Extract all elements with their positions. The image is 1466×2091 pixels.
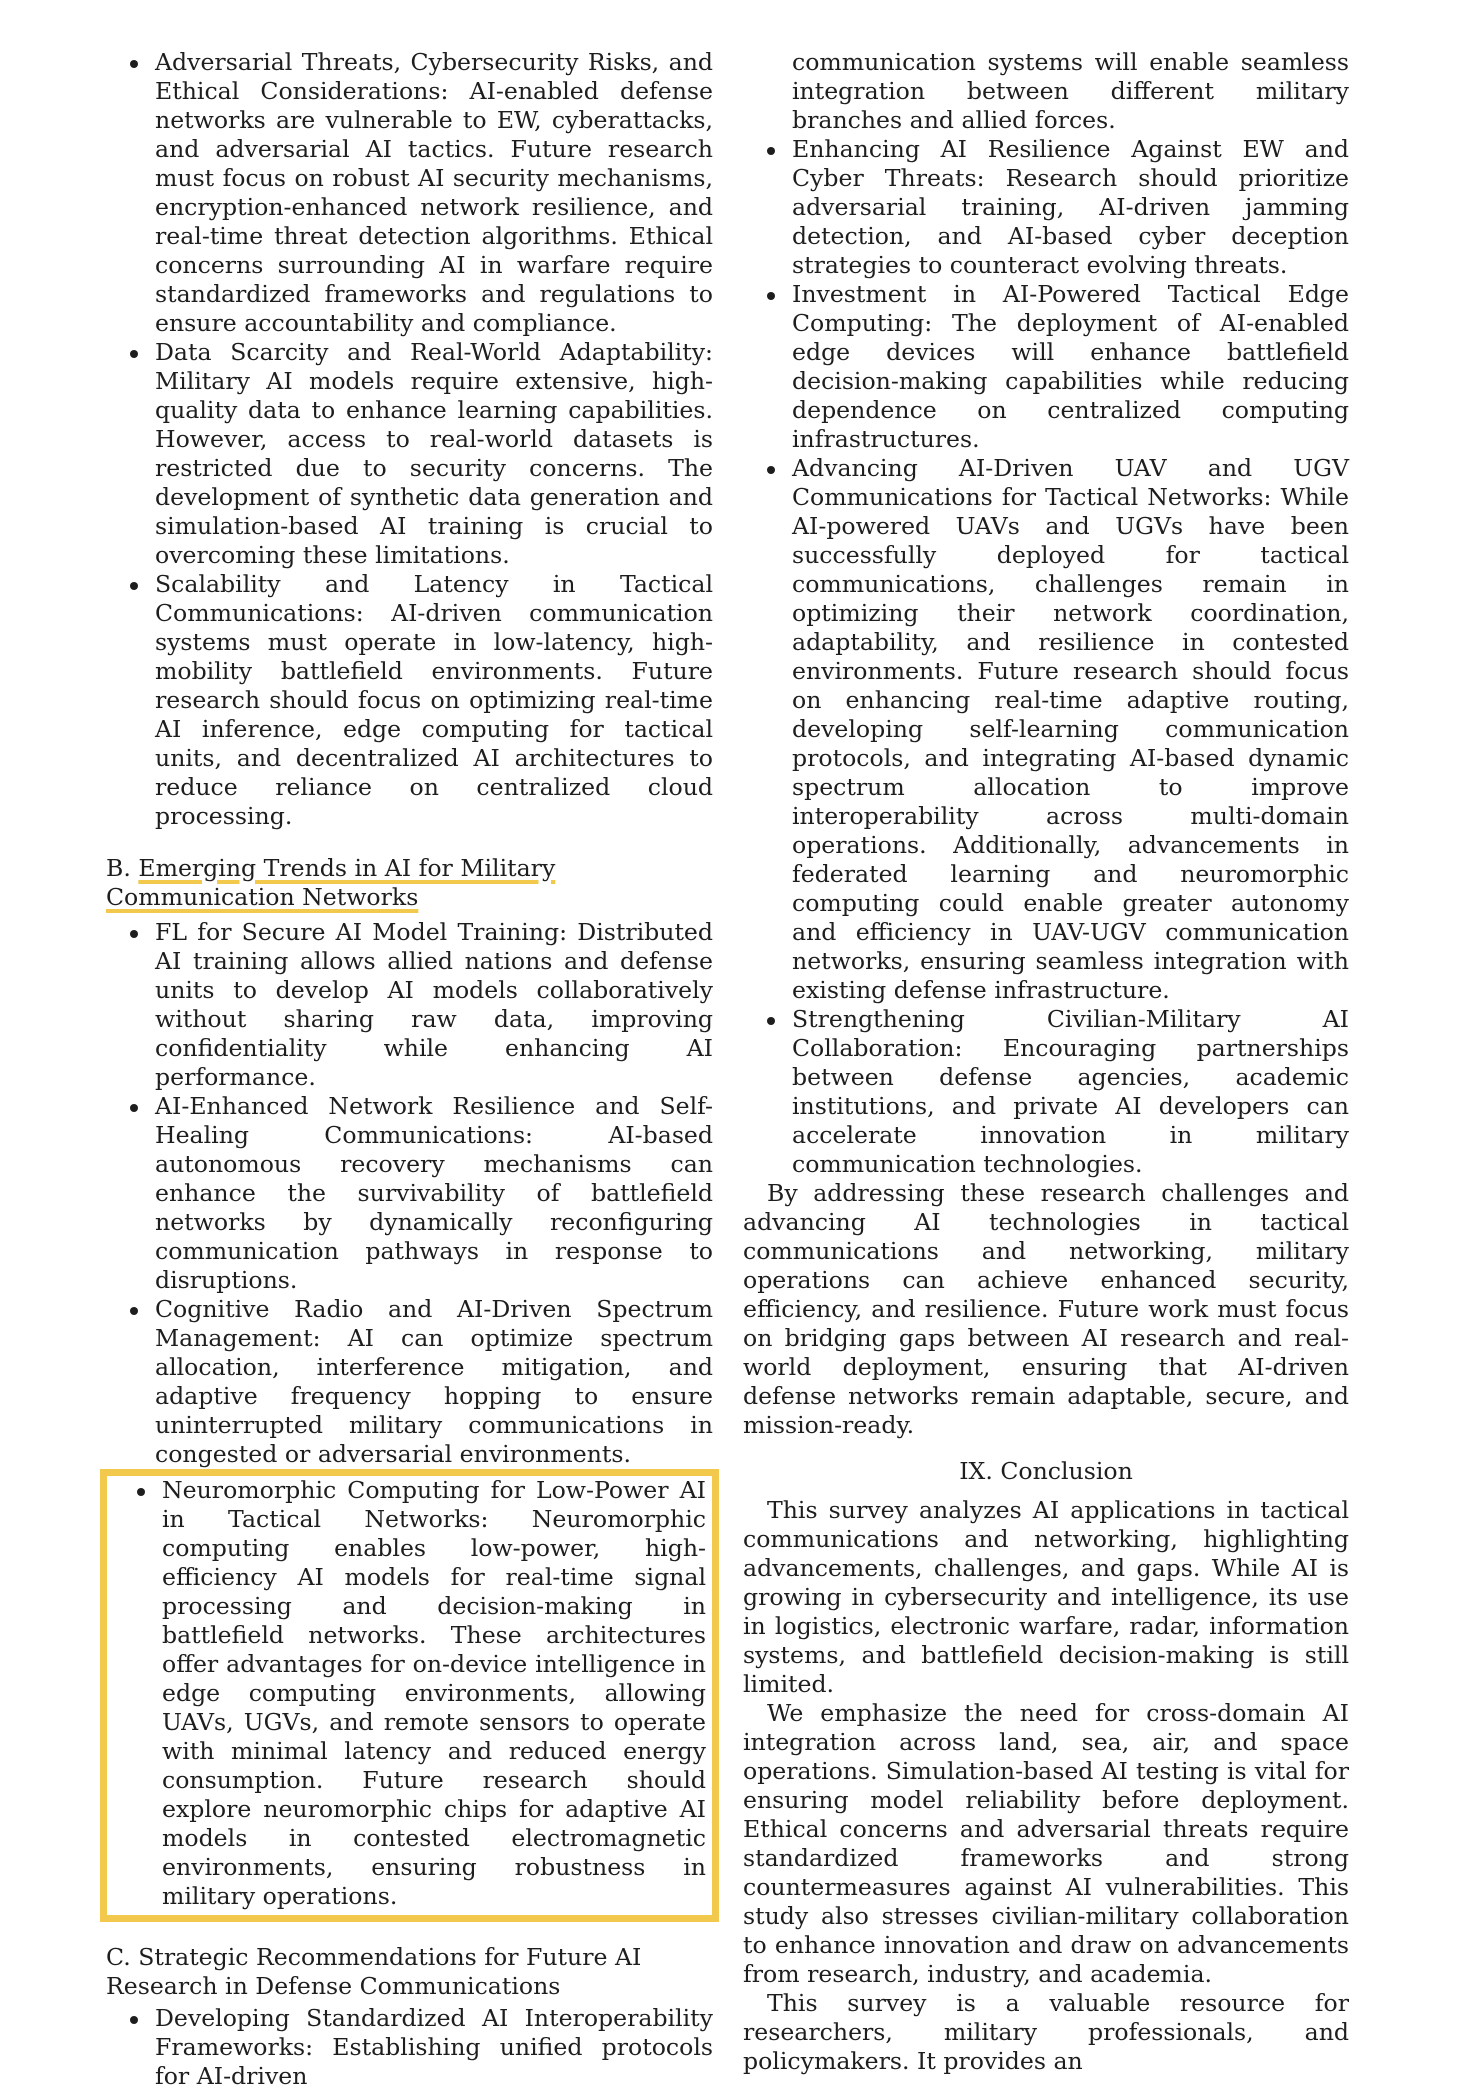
list-item: FL for Secure AI Model Training: Distributed AI training allows allied nations and defense units to develop AI models collaboratively without sharing raw data, improving confidentiality while enhancing AI performance.	[106, 918, 713, 1092]
list-item: Investment in AI-Powered Tactical Edge Computing: The deployment of AI-enabled edge devices will enhance battlefield decision-making capabilities while reducing dependence on centralized computing infrastructures.	[743, 280, 1349, 454]
list-item: Developing Standardized AI Interoperability Frameworks: Establishing unified protocols for AI-driven	[106, 2004, 713, 2091]
conclusion-paragraph: This survey analyzes AI applications in tactical communications and networking, highlighting advancements, challenges, and gaps. While AI is growing in cybersecurity and intelligence, its use in logistics, electronic warfare, radar, information systems, and battlefield decision-making is still limited.	[743, 1496, 1349, 1698]
bullet-icon	[767, 466, 775, 474]
list-item: Scalability and Latency in Tactical Communications: AI-driven communication systems must operate in low-latency, high-mobility battlefield environments. Future research should focus on optimizing real-time AI inference, edge computing for tactical units, and decentralized AI architectures to reduce reliance on centralized cloud processing.	[106, 570, 713, 831]
list-item: Advancing AI-Driven UAV and UGV Communications for Tactical Networks: While AI-powered UAVs and UGVs have been successfully deployed for tactical communications, challenges remain in optimizing their network coordination, adaptability, and resilience in contested environments. Future research should focus on enhancing real-time adaptive routing, developing self-learning communication protocols, and integrating AI-based dynamic spectrum allocation to improve interoperability across multi-domain operations. Additionally, advancements in federated learning and neuromorphic computing could enable greater autonomy and efficiency in UAV-UGV communication networks, ensuring seamless integration with existing defense infrastructure.	[743, 454, 1349, 1005]
bullet-icon	[137, 1488, 145, 1496]
emerging-trends-list	[106, 918, 713, 1469]
bullet-icon	[130, 582, 138, 590]
highlighted-heading-text: Emerging Trends in AI for Military Communication Networks	[106, 854, 556, 911]
highlighted-list-item: Neuromorphic Computing for Low-Power AI in Tactical Networks: Neuromorphic computing enables low-power, high-efficiency AI models for real-time signal processing and decision-making in battlefield networks. These architectures offer advantages for on-device intelligence in edge computing environments, allowing UAVs, UGVs, and remote sensors to operate with minimal latency and reduced energy consumption. Future research should explore neuromorphic chips for adaptive AI models in contested electromagnetic environments, ensuring robustness in military operations.	[113, 1476, 706, 1911]
list-item: Data Scarcity and Real-World Adaptability: Military AI models require extensive, high-quality data to enhance learning capabilities. However, access to real-world datasets is restricted due to security concerns. The development of synthetic data generation and simulation-based AI training is crucial to overcoming these limitations.	[106, 338, 713, 570]
conclusion-paragraph: We emphasize the need for cross-domain AI integration across land, sea, air, and space operations. Simulation-based AI testing is vital for ensuring model reliability before deployment. Ethical concerns and adversarial threats require standardized frameworks and strong countermeasures against AI vulnerabilities. This study also stresses civilian-military collaboration to enhance innovation and draw on advancements from research, industry, and academia.	[743, 1699, 1349, 1988]
bullet-icon	[130, 1104, 138, 1112]
subsection-b-heading: B. Emerging Trends in AI for Military Communication Networks	[106, 854, 556, 911]
list-item: Strengthening Civilian-Military AI Collaboration: Encouraging partnerships between defense agencies, academic institutions, and private AI developers can accelerate innovation in military communication technologies.	[743, 1005, 1349, 1179]
bullet-icon	[130, 350, 138, 358]
recommendations-list-continued	[743, 48, 1349, 1179]
left-column	[106, 48, 713, 2091]
highlight-box	[100, 1469, 719, 1922]
list-item-continuation: communication systems will enable seamless integration between different military branches and allied forces.	[792, 48, 1349, 134]
subsection-c-heading: C. Strategic Recommendations for Future AI Research in Defense Communications	[106, 1943, 642, 2000]
right-column	[743, 48, 1349, 2076]
challenges-list	[106, 48, 713, 831]
bullet-icon	[767, 147, 775, 155]
list-item: Enhancing AI Resilience Against EW and Cyber Threats: Research should prioritize adversarial training, AI-driven jamming detection, and AI-based cyber deception strategies to counteract evolving threats.	[743, 135, 1349, 280]
list-item: Cognitive Radio and AI-Driven Spectrum Management: AI can optimize spectrum allocation, interference mitigation, and adaptive frequency hopping to ensure uninterrupted military communications in congested or adversarial environments.	[106, 1295, 713, 1469]
bullet-icon	[130, 1307, 138, 1315]
bullet-icon	[767, 292, 775, 300]
bullet-icon	[130, 2016, 138, 2024]
section-title-conclusion: IX. Conclusion	[959, 1457, 1133, 1485]
recommendations-list	[106, 2004, 713, 2091]
conclusion-paragraph: This survey is a valuable resource for researchers, military professionals, and policymakers. It provides an	[743, 1989, 1349, 2075]
list-item: AI-Enhanced Network Resilience and Self-Healing Communications: AI-based autonomous recovery mechanisms can enhance the survivability of battlefield networks by dynamically reconfiguring communication pathways in response to disruptions.	[106, 1092, 713, 1295]
closing-paragraph: By addressing these research challenges and advancing AI technologies in tactical communications and networking, military operations can achieve enhanced security, efficiency, and resilience. Future work must focus on bridging gaps between AI research and real-world deployment, ensuring that AI-driven defense networks remain adaptable, secure, and mission-ready.	[743, 1179, 1349, 1439]
list-item: Adversarial Threats, Cybersecurity Risks, and Ethical Considerations: AI-enabled defense networks are vulnerable to EW, cyberattacks, and adversarial AI tactics. Future research must focus on robust AI security mechanisms, encryption-enhanced network resilience, and real-time threat detection algorithms. Ethical concerns surrounding AI in warfare require standardized frameworks and regulations to ensure accountability and compliance.	[106, 48, 713, 338]
bullet-icon	[130, 60, 138, 68]
bullet-icon	[767, 1017, 775, 1025]
bullet-icon	[130, 930, 138, 938]
